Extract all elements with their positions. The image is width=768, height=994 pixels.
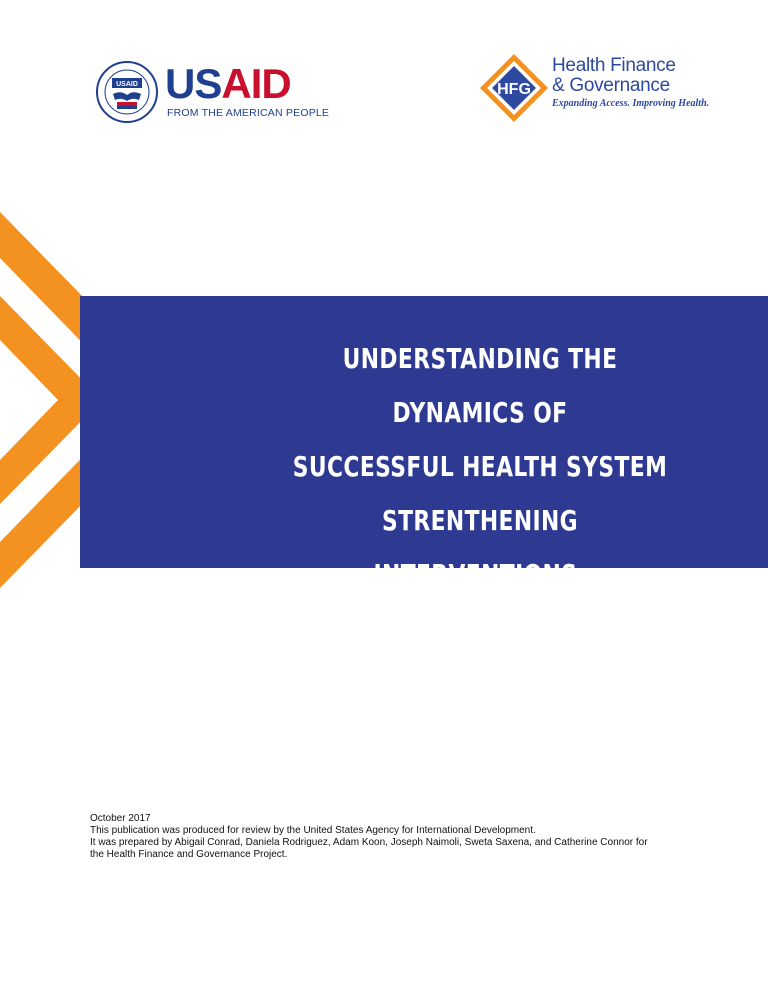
- usaid-tagline: FROM THE AMERICAN PEOPLE: [167, 107, 330, 119]
- title-line-1: UNDERSTANDING THE DYNAMICS OF: [342, 342, 618, 429]
- usaid-logo: [95, 60, 330, 126]
- usaid-seal-text: USAID: [116, 81, 138, 88]
- hfg-slogan: Expanding Access. Improving Health.: [552, 98, 710, 109]
- hfg-monogram: HFG: [497, 81, 531, 98]
- hfg-name: Health Finance & Governance: [552, 55, 676, 96]
- usaid-wordmark: USAID: [165, 60, 291, 107]
- authors-line: It was prepared by Abigail Conrad, Daniela Rodriguez, Adam Koon, Joseph Naimoli, Sweta Saxena, and Catherine Connor for: [90, 837, 648, 848]
- hfg-diamond-icon: [478, 52, 550, 124]
- project-line: the Health Finance and Governance Project.: [90, 849, 288, 860]
- publication-info: [90, 813, 730, 861]
- document-title: [277, 332, 683, 656]
- title-line-4: CROSS-CASE ANALYSIS: [336, 612, 624, 645]
- title-band: [80, 296, 768, 645]
- title-line-3: STRENTHENING INTERVENTIONS:: [373, 504, 587, 591]
- publication-date: October 2017: [90, 813, 151, 824]
- title-line-2: SUCCESSFUL HEALTH SYSTEM: [292, 450, 668, 483]
- publication-note: This publication was produced for review by the United States Agency for International Development.: [90, 825, 536, 836]
- hfg-logo: [478, 52, 710, 124]
- usaid-seal-icon: [95, 60, 159, 124]
